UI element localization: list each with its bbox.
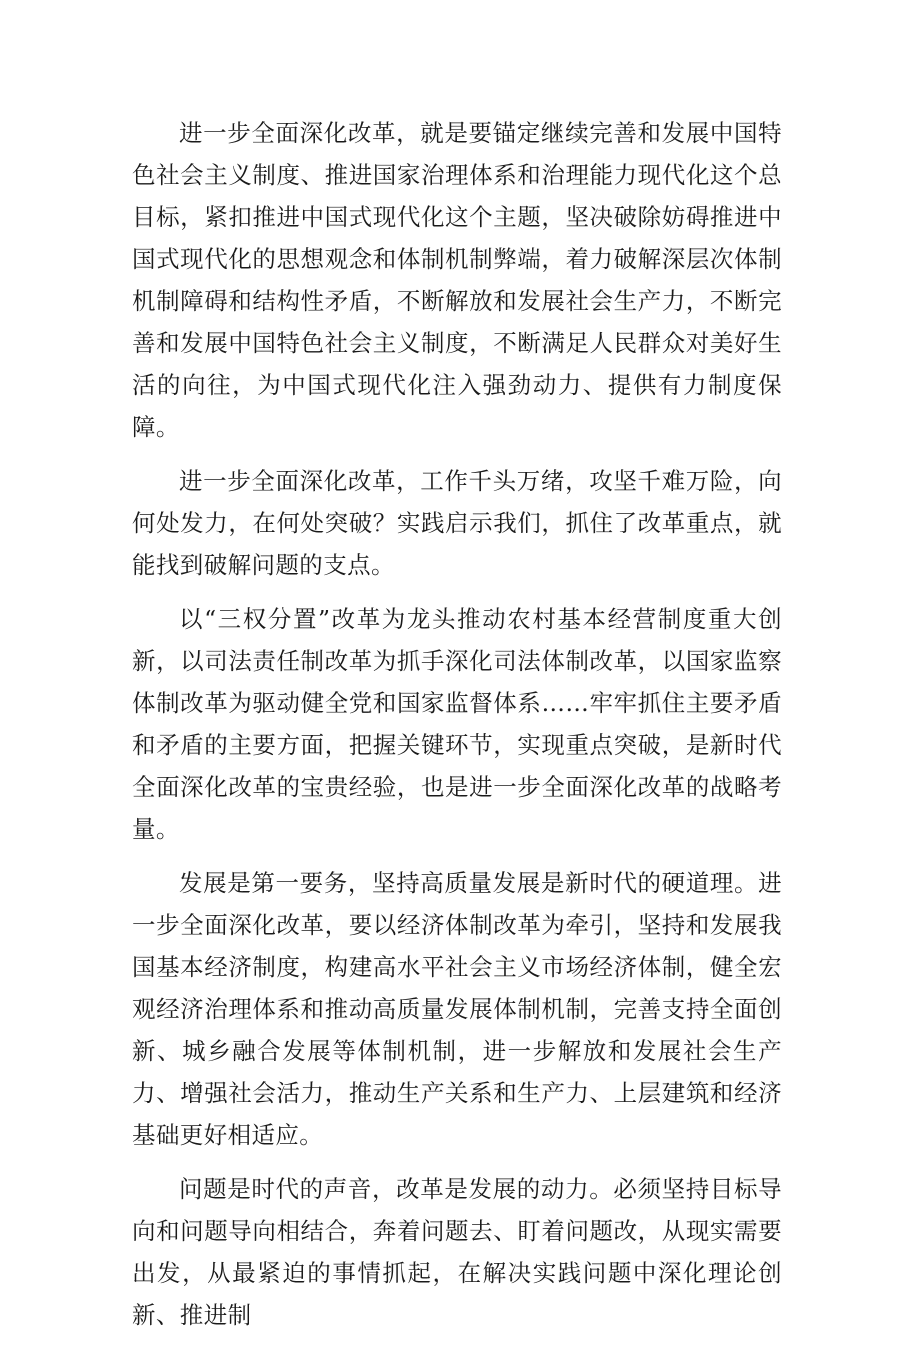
paragraph-1: 进一步全面深化改革，就是要锚定继续完善和发展中国特色社会主义制度、推进国家治理体系和治理能力现代化这个总目标，紧扣推进中国式现代化这个主题，坚决破除妨碍推进中国式现代化的思想观念和体制机制弊端，着力破解深层次体制机制障碍和结构性矛盾，不断解放和发展社会生产力，不断完善和发展中国特色社会主义制度，不断满足人民群众对美好生活的向往，为中国式现代化注入强劲动力、提供有力制度保障。 bbox=[132, 119, 782, 441]
paragraph-5: 问题是时代的声音，改革是发展的动力。必须坚持目标导向和问题导向相结合，奔着问题去、盯着问题改，从现实需要出发，从最紧迫的事情抓起，在解决实践问题中深化理论创新、推进制 bbox=[132, 1175, 782, 1329]
paragraph-2: 进一步全面深化改革，工作千头万绪，攻坚千难万险，向何处发力，在何处突破？实践启示我们，抓住了改革重点，就能找到破解问题的支点。 bbox=[132, 467, 782, 579]
document-body bbox=[132, 112, 782, 1348]
paragraph-4: 发展是第一要务，坚持高质量发展是新时代的硬道理。进一步全面深化改革，要以经济体制改革为牵引，坚持和发展我国基本经济制度，构建高水平社会主义市场经济体制，健全宏观经济治理体系和推动高质量发展体制机制，完善支持全面创新、城乡融合发展等体制机制，进一步解放和发展社会生产力、增强社会活力，推动生产关系和生产力、上层建筑和经济基础更好相适应。 bbox=[132, 869, 782, 1149]
paragraph-3: 以“三权分置”改革为龙头推动农村基本经营制度重大创新，以司法责任制改革为抓手深化司法体制改革，以国家监察体制改革为驱动健全党和国家监督体系……牢牢抓住主要矛盾和矛盾的主要方面，把握关键环节，实现重点突破，是新时代全面深化改革的宝贵经验，也是进一步全面深化改革的战略考量。 bbox=[132, 605, 782, 843]
